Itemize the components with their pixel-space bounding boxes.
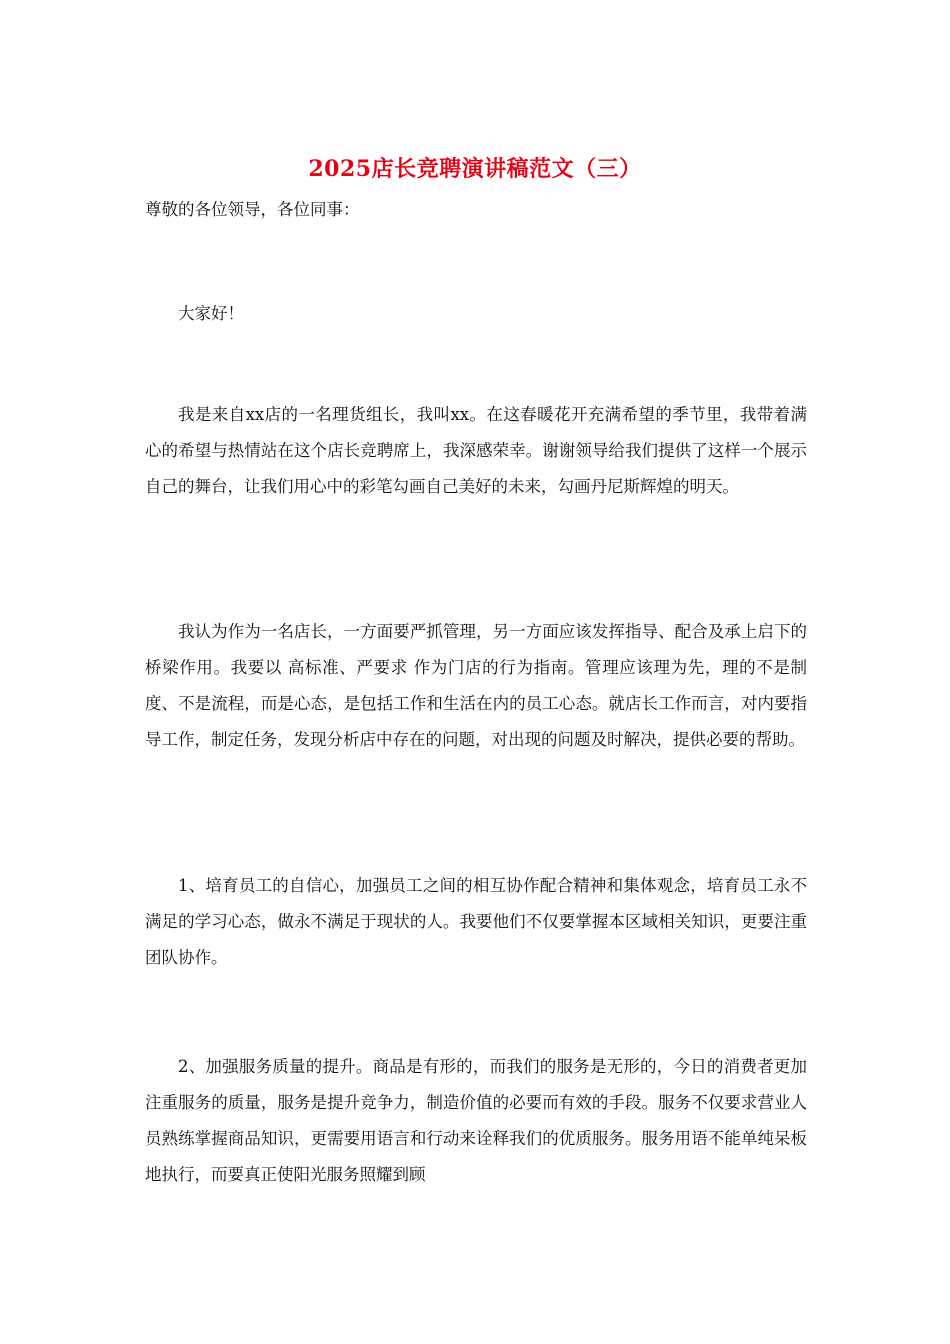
paragraph-point-2: 2、加强服务质量的提升。商品是有形的，而我们的服务是无形的，今日的消费者更加注重服务的质量，服务是提升竞争力，制造价值的必要而有效的手段。服务不仅要求营业人员熟练掌握商品知识，更需要用语言和行动来诠释我们的优质服务。服务用语不能单纯呆板地执行，而要真正使阳光服务照耀到顾 [145,1057,807,1184]
paragraph-point-1: 1、培育员工的自信心，加强员工之间的相互协作配合精神和集体观念，培育员工永不满足的学习心态，做永不满足于现状的人。我要他们不仅要掌握本区域相关知识，更要注重团队协作。 [145,876,807,967]
paragraph-introduction: 我是来自xx店的一名理货组长，我叫xx。在这春暖花开充满希望的季节里，我带着满心的希望与热情站在这个店长竞聘席上，我深感荣幸。谢谢领导给我们提供了这样一个展示自己的舞台，让我们用心中的彩笔勾画自己美好的未来，勾画丹尼斯辉煌的明天。 [145,405,807,496]
paragraph-opening: 大家好！ [178,304,244,323]
document-title: 2025店长竞聘演讲稿范文（三） [308,156,642,182]
greeting: 尊敬的各位领导，各位同事： [145,200,360,219]
paragraph-management: 我认为作为一名店长，一方面要严抓管理，另一方面应该发挥指导、配合及承上启下的桥梁作用。我要以 高标准、严要求 作为门店的行为指南。管理应该理为先，理的不是制度、不是流程，而是心态，是包括工作和生活在内的员工心态。就店长工作而言，对内要指导工作，制定任务，发现分析店中存在的问题，对出现的问题及时解决，提供必要的帮助。 [145,622,807,749]
